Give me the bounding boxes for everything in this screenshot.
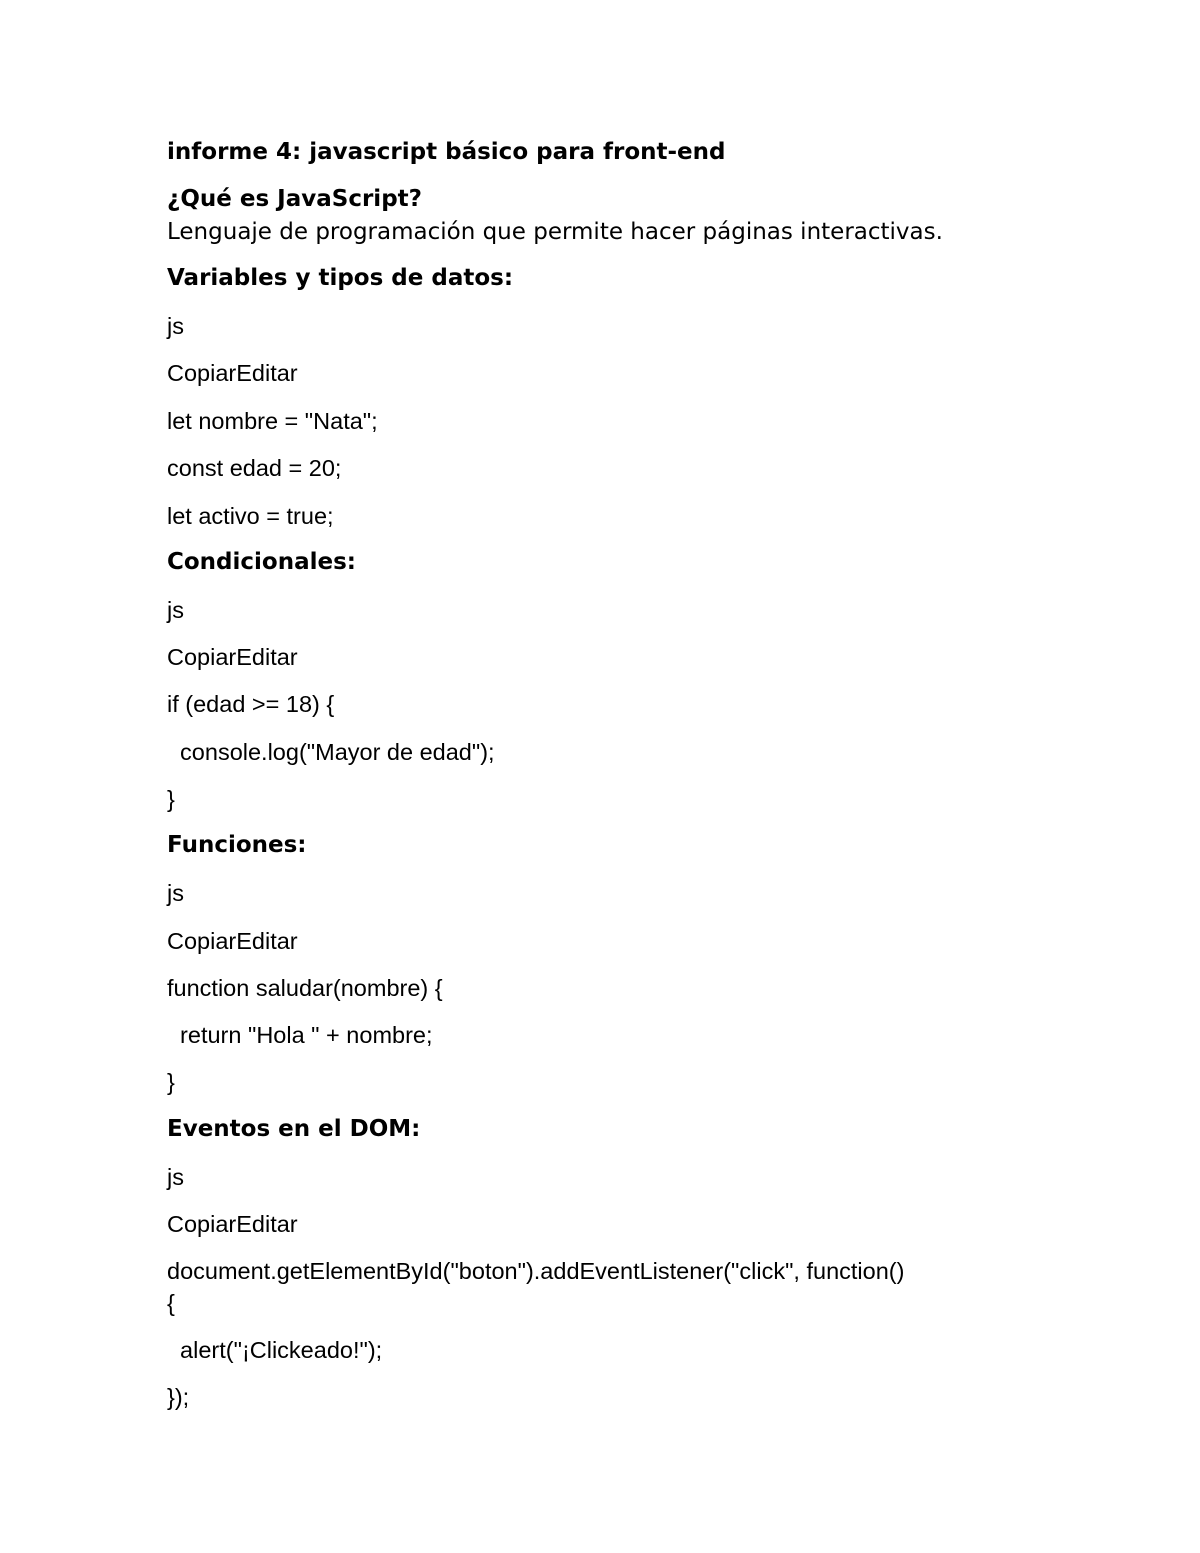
code-line: } <box>167 1069 175 1095</box>
section-heading-variables: Variables y tipos de datos: <box>167 265 514 291</box>
copy-edit-label: CopiarEditar <box>167 644 298 670</box>
copy-edit-label: CopiarEditar <box>167 928 298 954</box>
code-language-label: js <box>167 880 184 906</box>
copy-edit-label: CopiarEditar <box>167 1211 298 1237</box>
code-line: alert("¡Clickeado!"); <box>167 1337 383 1363</box>
code-line: const edad = 20; <box>167 455 342 481</box>
code-language-label: js <box>167 597 184 623</box>
code-language-label: js <box>167 1164 184 1190</box>
code-line: let nombre = "Nata"; <box>167 408 378 434</box>
question-answer: Lenguaje de programación que permite hacer páginas interactivas. <box>167 219 943 245</box>
section-heading-conditionals: Condicionales: <box>167 549 356 575</box>
code-line: console.log("Mayor de edad"); <box>167 739 495 765</box>
code-language-label: js <box>167 313 184 339</box>
code-line: let activo = true; <box>167 503 334 529</box>
code-line: } <box>167 786 175 812</box>
code-line: document.getElementById("boton").addEventListener("click", function() <box>167 1258 905 1284</box>
code-line: return "Hola " + nombre; <box>167 1022 433 1048</box>
section-heading-functions: Funciones: <box>167 832 307 858</box>
section-heading-dom-events: Eventos en el DOM: <box>167 1116 421 1142</box>
code-line: if (edad >= 18) { <box>167 691 335 717</box>
document-title: informe 4: javascript básico para front-end <box>167 139 726 165</box>
code-line: { <box>167 1290 175 1316</box>
code-line: function saludar(nombre) { <box>167 975 443 1001</box>
question-heading: ¿Qué es JavaScript? <box>167 186 422 212</box>
code-line: }); <box>167 1384 190 1410</box>
copy-edit-label: CopiarEditar <box>167 360 298 386</box>
